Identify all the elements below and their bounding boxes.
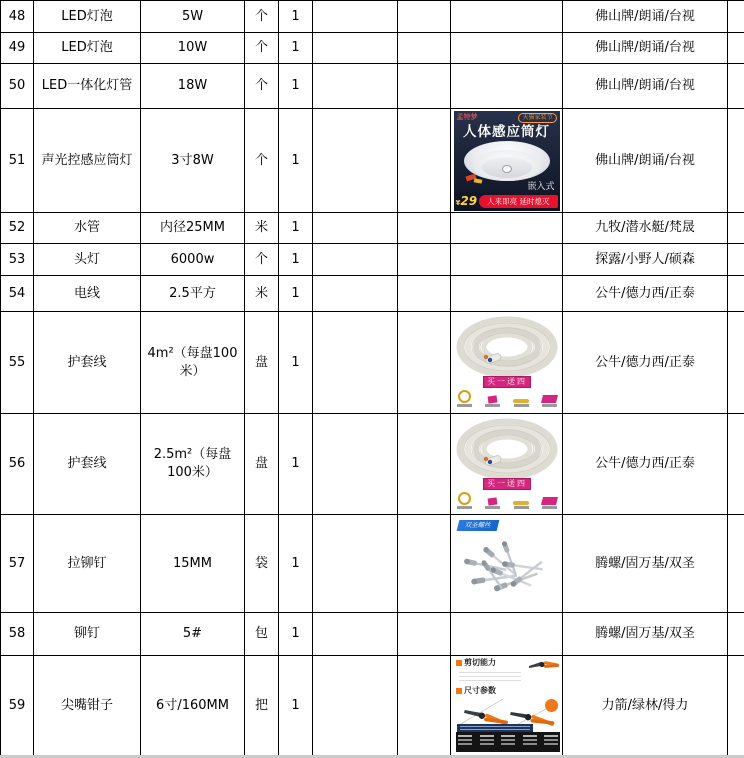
promo-ribbon-icon	[541, 395, 558, 403]
ad-title: 人体感应筒灯	[463, 123, 550, 140]
rivets-pile-drawing	[453, 534, 561, 604]
motion-sensor-dot	[502, 165, 512, 173]
cell-product-image[interactable]	[451, 656, 563, 756]
cell-no[interactable]: 52	[1, 213, 34, 244]
orange-bullet-icon	[456, 660, 462, 666]
cell-item-name[interactable]: 护套线	[34, 414, 141, 515]
cell-unit[interactable]: 个	[245, 244, 279, 276]
cell-product-image[interactable]	[451, 312, 563, 414]
cell-qty[interactable]: 1	[279, 515, 313, 613]
cell-qty[interactable]: 1	[279, 33, 313, 64]
cell-empty-f[interactable]	[313, 244, 398, 276]
cell-no[interactable]: 51	[1, 109, 34, 213]
cell-empty-g[interactable]	[398, 414, 451, 515]
cell-spec[interactable]: 3寸8W	[141, 109, 245, 213]
cell-item-name[interactable]: 拉铆钉	[34, 515, 141, 613]
cell-qty[interactable]: 1	[279, 64, 313, 109]
cell-qty[interactable]: 1	[279, 312, 313, 414]
mount-type-label: 嵌入式	[527, 182, 555, 193]
table-row	[1, 244, 744, 276]
cell-empty-g[interactable]	[398, 276, 451, 312]
cell-brands[interactable]: 腾螺/固万基/双圣	[563, 515, 728, 613]
product-image-cable-coil[interactable]	[453, 417, 561, 512]
tape-roll-icon	[458, 390, 471, 403]
ad-brand-logo: 孟特梦	[456, 112, 478, 121]
ad-slogan: 人来即亮 延时熄灭	[479, 195, 557, 208]
cell-qty[interactable]: 1	[279, 109, 313, 213]
cell-unit[interactable]: 个	[245, 109, 279, 213]
cell-qty[interactable]: 1	[279, 213, 313, 244]
cell-edge[interactable]	[728, 414, 744, 515]
cable-strip-icon	[513, 399, 529, 403]
cell-empty-g[interactable]	[398, 244, 451, 276]
cell-brands[interactable]: 力箭/绿林/得力	[563, 656, 728, 756]
cell-unit[interactable]: 包	[245, 613, 279, 656]
cell-empty-f[interactable]	[313, 414, 398, 515]
cell-item-name[interactable]: 尖嘴钳子	[34, 656, 141, 756]
cell-brands[interactable]: 公牛/德力西/正泰	[563, 276, 728, 312]
cell-spec[interactable]: 2.5m²（每盘100米）	[141, 414, 245, 515]
price-tag-icon	[488, 497, 498, 505]
cell-empty-f[interactable]	[313, 312, 398, 414]
cell-qty[interactable]: 1	[279, 414, 313, 515]
cell-product-image[interactable]	[451, 1, 563, 33]
rivet-brand-ribbon: 双圣螺丝	[457, 520, 500, 531]
table-row	[1, 515, 744, 613]
cell-item-name[interactable]: LED灯泡	[34, 1, 141, 33]
spec-header-cutting: 剪切能力	[453, 657, 563, 667]
cell-no[interactable]: 50	[1, 64, 34, 109]
cell-no[interactable]: 54	[1, 276, 34, 312]
cell-spec[interactable]: 内径25MM	[141, 213, 245, 244]
cell-spec[interactable]: 5#	[141, 613, 245, 656]
table-row	[1, 33, 744, 64]
cell-empty-g[interactable]	[398, 656, 451, 756]
cell-spec[interactable]: 4m²（每盘100米）	[141, 312, 245, 414]
cell-product-image[interactable]	[451, 33, 563, 64]
cell-empty-f[interactable]	[313, 1, 398, 33]
table-row	[1, 109, 744, 213]
cell-brands[interactable]: 腾螺/固万基/双圣	[563, 613, 728, 656]
cell-brands[interactable]: 九牧/潜水艇/梵晟	[563, 213, 728, 244]
spec-header-size: 尺寸参数	[453, 685, 496, 695]
tape-roll-icon	[458, 492, 471, 505]
cell-unit[interactable]: 个	[245, 64, 279, 109]
cell-brands[interactable]: 佛山牌/朗诵/台视	[563, 109, 728, 213]
promo-label: 买一送四	[483, 478, 531, 490]
cell-brands[interactable]: 公牛/德力西/正泰	[563, 414, 728, 515]
cell-no[interactable]: 59	[1, 656, 34, 756]
cell-empty-f[interactable]	[313, 613, 398, 656]
cell-unit[interactable]: 把	[245, 656, 279, 756]
cell-qty[interactable]: 1	[279, 656, 313, 756]
cell-item-name[interactable]: 铆钉	[34, 613, 141, 656]
tmall-banner: 天猫家装节	[518, 113, 556, 123]
cell-empty-g[interactable]	[398, 312, 451, 414]
cell-brands[interactable]: 佛山牌/朗诵/台视	[563, 33, 728, 64]
cell-item-name[interactable]: 头灯	[34, 244, 141, 276]
navy-info-strip	[457, 724, 533, 732]
cell-edge[interactable]	[728, 244, 744, 276]
cell-product-image[interactable]	[451, 244, 563, 276]
cell-brands[interactable]: 佛山牌/朗诵/台视	[563, 64, 728, 109]
cell-brands[interactable]: 公牛/德力西/正泰	[563, 312, 728, 414]
cell-spec[interactable]: 15MM	[141, 515, 245, 613]
cell-qty[interactable]: 1	[279, 276, 313, 312]
cell-no[interactable]: 57	[1, 515, 34, 613]
cell-no[interactable]: 56	[1, 414, 34, 515]
cable-coil-drawing	[453, 315, 561, 385]
cell-item-name[interactable]: 声光控感应筒灯	[34, 109, 141, 213]
cell-edge[interactable]	[728, 64, 744, 109]
cell-empty-f[interactable]	[313, 656, 398, 756]
cell-empty-g[interactable]	[398, 64, 451, 109]
cell-empty-g[interactable]	[398, 213, 451, 244]
cable-coil-drawing	[453, 417, 561, 487]
cell-unit[interactable]: 盘	[245, 414, 279, 515]
cell-no[interactable]: 53	[1, 244, 34, 276]
spring-clip	[473, 178, 482, 183]
price-tag: ¥29	[455, 193, 478, 208]
cell-edge[interactable]	[728, 109, 744, 213]
cell-edge[interactable]	[728, 656, 744, 756]
cell-unit[interactable]: 米	[245, 213, 279, 244]
cell-empty-g[interactable]	[398, 1, 451, 33]
cell-spec[interactable]: 10W	[141, 33, 245, 64]
promo-ribbon-icon	[541, 497, 558, 505]
product-image-cable-coil[interactable]	[453, 315, 561, 410]
table-row	[1, 213, 744, 244]
cell-unit[interactable]: 个	[245, 33, 279, 64]
size-badge	[545, 699, 558, 712]
cell-no[interactable]: 58	[1, 613, 34, 656]
cell-edge[interactable]	[728, 312, 744, 414]
cell-spec[interactable]: 6000w	[141, 244, 245, 276]
cell-no[interactable]: 49	[1, 33, 34, 64]
cell-edge[interactable]	[728, 613, 744, 656]
cell-brands[interactable]: 佛山牌/朗诵/台视	[563, 1, 728, 33]
cable-strip-icon	[513, 501, 529, 505]
cell-item-name[interactable]: 水管	[34, 213, 141, 244]
cell-empty-f[interactable]	[313, 33, 398, 64]
cell-empty-f[interactable]	[313, 109, 398, 213]
cell-empty-f[interactable]	[313, 64, 398, 109]
cell-brands[interactable]: 探露/小野人/硕森	[563, 244, 728, 276]
cell-item-name[interactable]: 护套线	[34, 312, 141, 414]
cell-no[interactable]: 48	[1, 1, 34, 33]
cell-product-image[interactable]	[451, 213, 563, 244]
cell-edge[interactable]	[728, 276, 744, 312]
cell-empty-g[interactable]	[398, 33, 451, 64]
price-tag-icon	[488, 395, 498, 403]
gift-icons-row	[457, 391, 557, 407]
cell-empty-g[interactable]	[398, 613, 451, 656]
cell-empty-g[interactable]	[398, 515, 451, 613]
table-row	[1, 312, 744, 414]
cell-qty[interactable]: 1	[279, 613, 313, 656]
product-image-pliers-spec[interactable]	[453, 657, 563, 754]
cutting-capacity-table	[459, 669, 521, 682]
table-row	[1, 276, 744, 312]
pliers-thumbnail	[527, 658, 561, 676]
cell-unit[interactable]: 盘	[245, 312, 279, 414]
cell-qty[interactable]: 1	[279, 244, 313, 276]
cell-edge[interactable]	[728, 213, 744, 244]
cell-item-name[interactable]: 电线	[34, 276, 141, 312]
cell-product-image[interactable]	[451, 515, 563, 613]
gift-icons-row	[457, 493, 557, 509]
cell-spec[interactable]: 6寸/160MM	[141, 656, 245, 756]
cell-item-name[interactable]: LED一体化灯管	[34, 64, 141, 109]
cell-unit[interactable]: 袋	[245, 515, 279, 613]
orange-bullet-icon	[456, 688, 462, 694]
cell-empty-f[interactable]	[313, 213, 398, 244]
cell-edge[interactable]	[728, 515, 744, 613]
cell-edge[interactable]	[728, 33, 744, 64]
cell-product-image[interactable]	[451, 276, 563, 312]
cell-unit[interactable]: 米	[245, 276, 279, 312]
cell-spec[interactable]: 18W	[141, 64, 245, 109]
cell-item-name[interactable]: LED灯泡	[34, 33, 141, 64]
table-row	[1, 1, 744, 33]
size-parameter-table	[456, 732, 560, 752]
cell-spec[interactable]: 2.5平方	[141, 276, 245, 312]
cell-no[interactable]: 55	[1, 312, 34, 414]
cell-empty-f[interactable]	[313, 515, 398, 613]
cell-product-image[interactable]	[451, 613, 563, 656]
cell-product-image[interactable]	[451, 414, 563, 515]
cell-empty-g[interactable]	[398, 109, 451, 213]
cell-product-image[interactable]	[451, 109, 563, 213]
table-row	[1, 64, 744, 109]
cell-unit[interactable]: 个	[245, 1, 279, 33]
product-image-downlight-ad[interactable]	[454, 111, 560, 211]
cell-edge[interactable]	[728, 1, 744, 33]
cell-qty[interactable]: 1	[279, 1, 313, 33]
product-image-rivets[interactable]	[453, 518, 561, 610]
cell-empty-f[interactable]	[313, 276, 398, 312]
promo-label: 买一送四	[483, 376, 531, 388]
cell-product-image[interactable]	[451, 64, 563, 109]
table-row	[1, 656, 744, 756]
table-row	[1, 613, 744, 656]
table-row	[1, 414, 744, 515]
cell-spec[interactable]: 5W	[141, 1, 245, 33]
